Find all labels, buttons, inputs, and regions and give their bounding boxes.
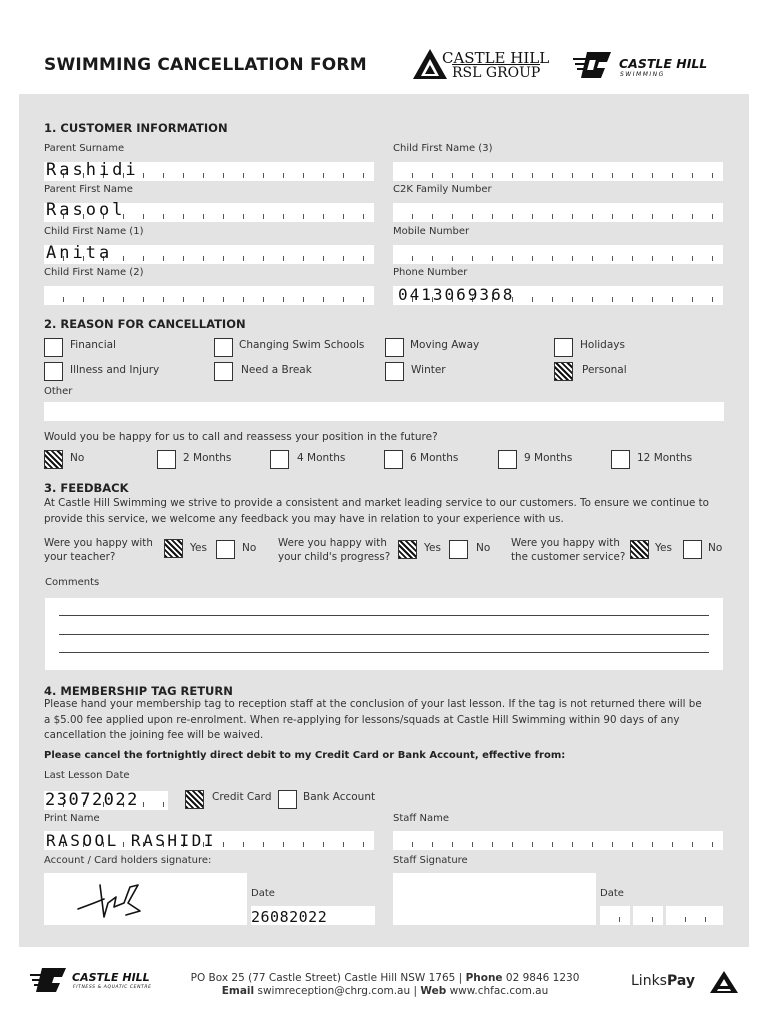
print-name-label: Print Name [44, 813, 100, 824]
print-name-value: RASOOL RASHIDI [46, 831, 216, 850]
parent-first-name-value: Rasool [46, 200, 126, 220]
staff-date-year-field[interactable] [666, 906, 723, 925]
reassess-4-months-label: 4 Months [297, 452, 346, 464]
changing-swim-schools-checkbox[interactable] [214, 338, 233, 357]
feedback-q1-no-label: No [242, 542, 257, 554]
footer-phone-label: Phone [465, 972, 503, 984]
linkspay-logo [631, 973, 695, 989]
winter-checkbox[interactable] [385, 362, 404, 381]
c2k-family-number-label: C2K Family Number [393, 184, 492, 195]
reassess-6-months-label: 6 Months [410, 452, 459, 464]
holidays-label: Holidays [580, 339, 625, 351]
comments-line-3 [59, 652, 709, 653]
feedback-q2-no-label: No [476, 542, 491, 554]
feedback-q3-line1: Were you happy with [511, 537, 620, 549]
membership-paragraph [44, 697, 734, 744]
feedback-intro [44, 496, 734, 527]
footer-phone[interactable]: 02 9846 1230 [505, 972, 580, 984]
comments-label: Comments [45, 577, 100, 588]
child-first-name-3-field[interactable] [393, 162, 723, 181]
parent-first-name-label: Parent First Name [44, 184, 133, 195]
staff-date-label: Date [600, 888, 624, 899]
membership-para-line1: Please hand your membership tag to reception staff at the conclusion of your last lesson. If the tag is not returned there will be [44, 698, 702, 710]
feedback-q1-yes-label: Yes [190, 542, 207, 554]
reassess-4-months-checkbox[interactable] [270, 450, 289, 469]
last-lesson-date-value: 23072022 [45, 790, 139, 810]
footer-rsl-triangle-icon [709, 970, 739, 994]
financial-checkbox[interactable] [44, 338, 63, 357]
staff-signature-label: Staff Signature [393, 855, 468, 866]
phone-number-value: 0413069368 [398, 285, 515, 304]
signature-scribble [44, 873, 247, 925]
feedback-q2-no-checkbox[interactable] [449, 540, 468, 559]
footer-address: PO Box 25 (77 Castle Street) Castle Hill NSW 1765 | [190, 972, 463, 984]
reassess-2-months-label: 2 Months [183, 452, 232, 464]
feedback-q3-no-checkbox[interactable] [683, 540, 702, 559]
feedback-q2-line2: your child's progress? [278, 551, 391, 563]
reassess-no-label: No [70, 452, 85, 464]
parent-surname-label: Parent Surname [44, 143, 125, 154]
reassess-6-months-checkbox[interactable] [384, 450, 403, 469]
footer-line1 [190, 972, 580, 985]
footer-web-label: Web [420, 985, 447, 997]
need-a-break-label: Need a Break [241, 364, 312, 376]
debit-instruction: Please cancel the fortnightly direct debit to my Credit Card or Bank Account, effective from: [44, 750, 566, 761]
comments-line-1 [59, 615, 709, 616]
footer-email[interactable]: swimreception@chrg.com.au [257, 985, 411, 997]
footer-web[interactable]: www.chfac.com.au [449, 985, 549, 997]
footer-separator: | [413, 985, 418, 997]
illness-injury-label: Illness and Injury [70, 364, 160, 376]
signature-label: Account / Card holders signature: [44, 855, 212, 866]
membership-para-line2: a $5.00 fee applied upon re-enrolment. When re-applying for lessons/squads at Castle Hill Swimming within 90 days of any [44, 713, 680, 726]
linkspay-logo-a: Links [631, 973, 667, 989]
reassess-9-months-checkbox[interactable] [498, 450, 517, 469]
castle-hill-swimming-logo [573, 48, 733, 82]
footer-c-icon [30, 965, 70, 995]
parent-surname-value: Rashidi [46, 160, 139, 180]
date-value: 26082022 [251, 908, 328, 926]
swimming-c-icon [573, 48, 617, 82]
feedback-intro-line2: provide this service, we welcome any feedback you may have in relation to your experience with us. [44, 512, 564, 525]
personal-checkbox[interactable] [554, 362, 573, 381]
feedback-q1-text [44, 536, 153, 564]
illness-injury-checkbox[interactable] [44, 362, 63, 381]
other-field[interactable] [44, 402, 724, 421]
holidays-checkbox[interactable] [554, 338, 573, 357]
form-title: SWIMMING CANCELLATION FORM [44, 55, 367, 75]
footer-castle-hill-logo [30, 965, 170, 995]
reassess-9-months-label: 9 Months [524, 452, 573, 464]
mobile-number-label: Mobile Number [393, 226, 470, 237]
footer-line2 [190, 985, 580, 998]
c2k-family-number-field[interactable] [393, 203, 723, 222]
staff-name-field[interactable] [393, 831, 723, 850]
footer-email-label: Email [221, 985, 255, 997]
moving-away-label: Moving Away [410, 339, 480, 351]
rsl-logo-line2: RSL GROUP [452, 65, 541, 81]
staff-date-month-field[interactable] [633, 906, 663, 925]
child-first-name-2-field[interactable] [44, 286, 374, 305]
phone-number-label: Phone Number [393, 267, 468, 278]
footer-contact [190, 972, 580, 998]
changing-swim-schools-label: Changing Swim Schools [239, 339, 365, 351]
other-label: Other [44, 386, 73, 397]
winter-label: Winter [411, 364, 446, 376]
section-membership-heading: 4. MEMBERSHIP TAG RETURN [44, 684, 233, 698]
moving-away-checkbox[interactable] [385, 338, 404, 357]
swim-logo-sub: SWIMMING [620, 71, 665, 78]
feedback-q2-yes-label: Yes [424, 542, 441, 554]
feedback-intro-line1: At Castle Hill Swimming we strive to provide a consistent and market leading service to our customers. To ensure we continue to [44, 497, 709, 509]
footer-logo-main: CASTLE HILL [72, 971, 150, 984]
comments-line-2 [59, 634, 709, 635]
feedback-q3-yes-checkbox[interactable] [630, 540, 649, 559]
child-first-name-1-value: Anita [46, 243, 113, 263]
comments-box[interactable] [45, 598, 723, 670]
reassess-no-checkbox[interactable] [44, 450, 63, 469]
child-first-name-2-label: Child First Name (2) [44, 267, 144, 278]
personal-label: Personal [582, 364, 627, 376]
reassess-12-months-checkbox[interactable] [611, 450, 630, 469]
signature-box[interactable] [44, 873, 247, 925]
date-label: Date [251, 888, 275, 899]
staff-date-day-field[interactable] [600, 906, 630, 925]
section-customer-info-heading: 1. CUSTOMER INFORMATION [44, 121, 228, 135]
reassess-12-months-label: 12 Months [637, 452, 693, 464]
feedback-q1-line1: Were you happy with [44, 537, 153, 549]
feedback-q2-text [278, 536, 390, 564]
footer-logo-sub: FITNESS & AQUATIC CENTRE [73, 985, 152, 990]
section-feedback-heading: 3. FEEDBACK [44, 481, 129, 495]
credit-card-checkbox[interactable] [185, 790, 204, 809]
feedback-q3-no-label: No [708, 542, 723, 554]
last-lesson-date-label: Last Lesson Date [44, 770, 130, 781]
need-a-break-checkbox[interactable] [214, 362, 233, 381]
feedback-q1-no-checkbox[interactable] [216, 540, 235, 559]
feedback-q2-line1: Were you happy with [278, 537, 387, 549]
feedback-q3-text [511, 536, 625, 564]
financial-label: Financial [70, 339, 116, 351]
bank-account-checkbox[interactable] [278, 790, 297, 809]
linkspay-logo-b: Pay [666, 973, 695, 989]
feedback-q2-yes-checkbox[interactable] [398, 540, 417, 559]
child-first-name-1-label: Child First Name (1) [44, 226, 144, 237]
reassess-question: Would you be happy for us to call and reassess your position in the future? [44, 431, 438, 443]
bank-account-label: Bank Account [303, 791, 376, 803]
rsl-logo-line1: CASTLE HILL [442, 49, 550, 67]
staff-signature-box[interactable] [393, 873, 596, 925]
membership-para-line3: cancellation the joining fee will be waived. [44, 729, 264, 741]
mobile-number-field[interactable] [393, 245, 723, 264]
feedback-q1-line2: your teacher? [44, 551, 116, 563]
child-first-name-3-label: Child First Name (3) [393, 143, 493, 154]
feedback-q1-yes-checkbox[interactable] [164, 539, 183, 558]
swim-logo-main: CASTLE HILL [619, 56, 708, 71]
staff-name-label: Staff Name [393, 813, 449, 824]
credit-card-label: Credit Card [212, 791, 272, 803]
section-reason-heading: 2. REASON FOR CANCELLATION [44, 317, 246, 331]
reassess-2-months-checkbox[interactable] [157, 450, 176, 469]
feedback-q3-line2: the customer service? [511, 551, 626, 563]
feedback-q3-yes-label: Yes [655, 542, 672, 554]
castle-hill-rsl-logo [412, 48, 548, 82]
